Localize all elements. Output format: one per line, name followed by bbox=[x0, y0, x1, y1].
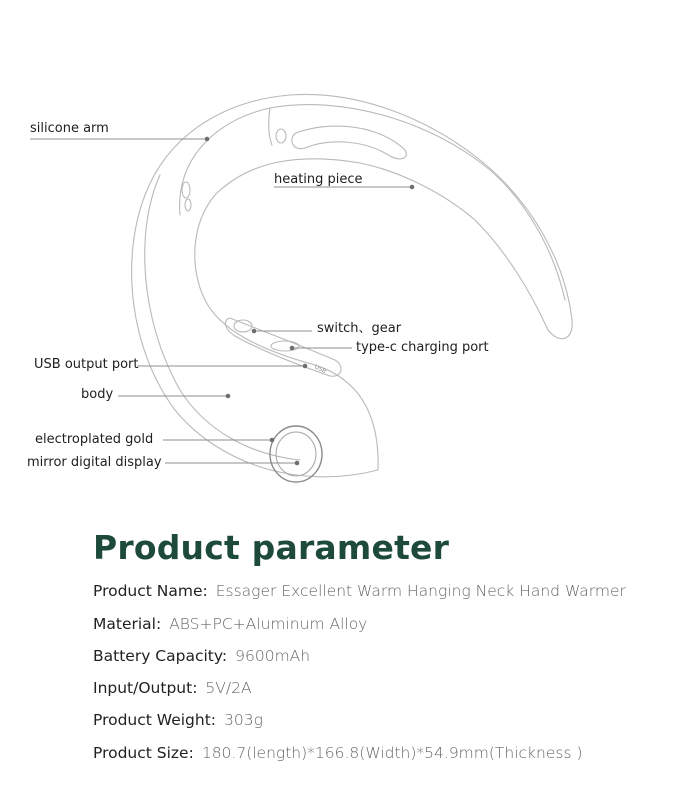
label-silicone-arm: silicone arm bbox=[30, 121, 109, 136]
spec-row-size bbox=[93, 743, 583, 763]
arm-mark-3 bbox=[185, 199, 191, 211]
label-usb-output-port: USB output port bbox=[34, 357, 139, 372]
label-mirror-display: mirror digital display bbox=[27, 455, 162, 470]
dot-typec bbox=[290, 346, 295, 351]
spec-row-battery bbox=[93, 646, 310, 666]
section-title: Product parameter bbox=[93, 528, 450, 567]
dot-gold bbox=[270, 438, 275, 443]
spec-value: 5V/2A bbox=[205, 679, 252, 697]
dot-display bbox=[295, 461, 300, 466]
left-shell bbox=[145, 175, 300, 460]
label-typec-port: type-c charging port bbox=[356, 340, 489, 355]
usb-mark: USB bbox=[313, 364, 327, 376]
inner-arm-contour bbox=[180, 105, 565, 300]
spec-label: Product Name: bbox=[93, 582, 208, 600]
spec-value: Essager Excellent Warm Hanging Neck Hand Warmer bbox=[215, 582, 626, 600]
dot-usb bbox=[303, 364, 308, 369]
dot-body bbox=[226, 394, 231, 399]
heating-slot bbox=[292, 126, 406, 159]
spec-row-product-name bbox=[93, 581, 626, 601]
spec-row-weight bbox=[93, 710, 263, 730]
spec-value: ABS+PC+Aluminum Alloy bbox=[169, 615, 368, 633]
display-outer-ring bbox=[270, 426, 322, 482]
label-heating-piece: heating piece bbox=[274, 172, 363, 187]
label-electroplated-gold: electroplated gold bbox=[35, 432, 154, 447]
label-body: body bbox=[81, 387, 114, 402]
dot-switch bbox=[252, 329, 257, 334]
dot-heating-piece bbox=[410, 185, 415, 190]
arm-mark-1 bbox=[276, 129, 286, 143]
arm-mark-2 bbox=[182, 182, 190, 198]
spec-value: 180.7(length)*166.8(Width)*54.9mm(Thickness ) bbox=[201, 744, 583, 762]
dot-silicone-arm bbox=[205, 137, 210, 142]
spec-label: Material: bbox=[93, 615, 162, 633]
inner-arm-contour-2 bbox=[269, 108, 272, 145]
typec-port-shape bbox=[271, 341, 299, 351]
spec-row-material bbox=[93, 614, 367, 634]
spec-value: 303g bbox=[224, 711, 263, 729]
spec-label: Input/Output: bbox=[93, 679, 198, 697]
spec-label: Product Weight: bbox=[93, 711, 217, 729]
spec-label: Battery Capacity: bbox=[93, 647, 228, 665]
display-inner-ring bbox=[276, 432, 316, 476]
label-switch-gear: switch、gear bbox=[317, 321, 402, 336]
spec-label: Product Size: bbox=[93, 744, 194, 762]
spec-value: 9600mAh bbox=[235, 647, 311, 665]
spec-row-input-output bbox=[93, 678, 252, 698]
